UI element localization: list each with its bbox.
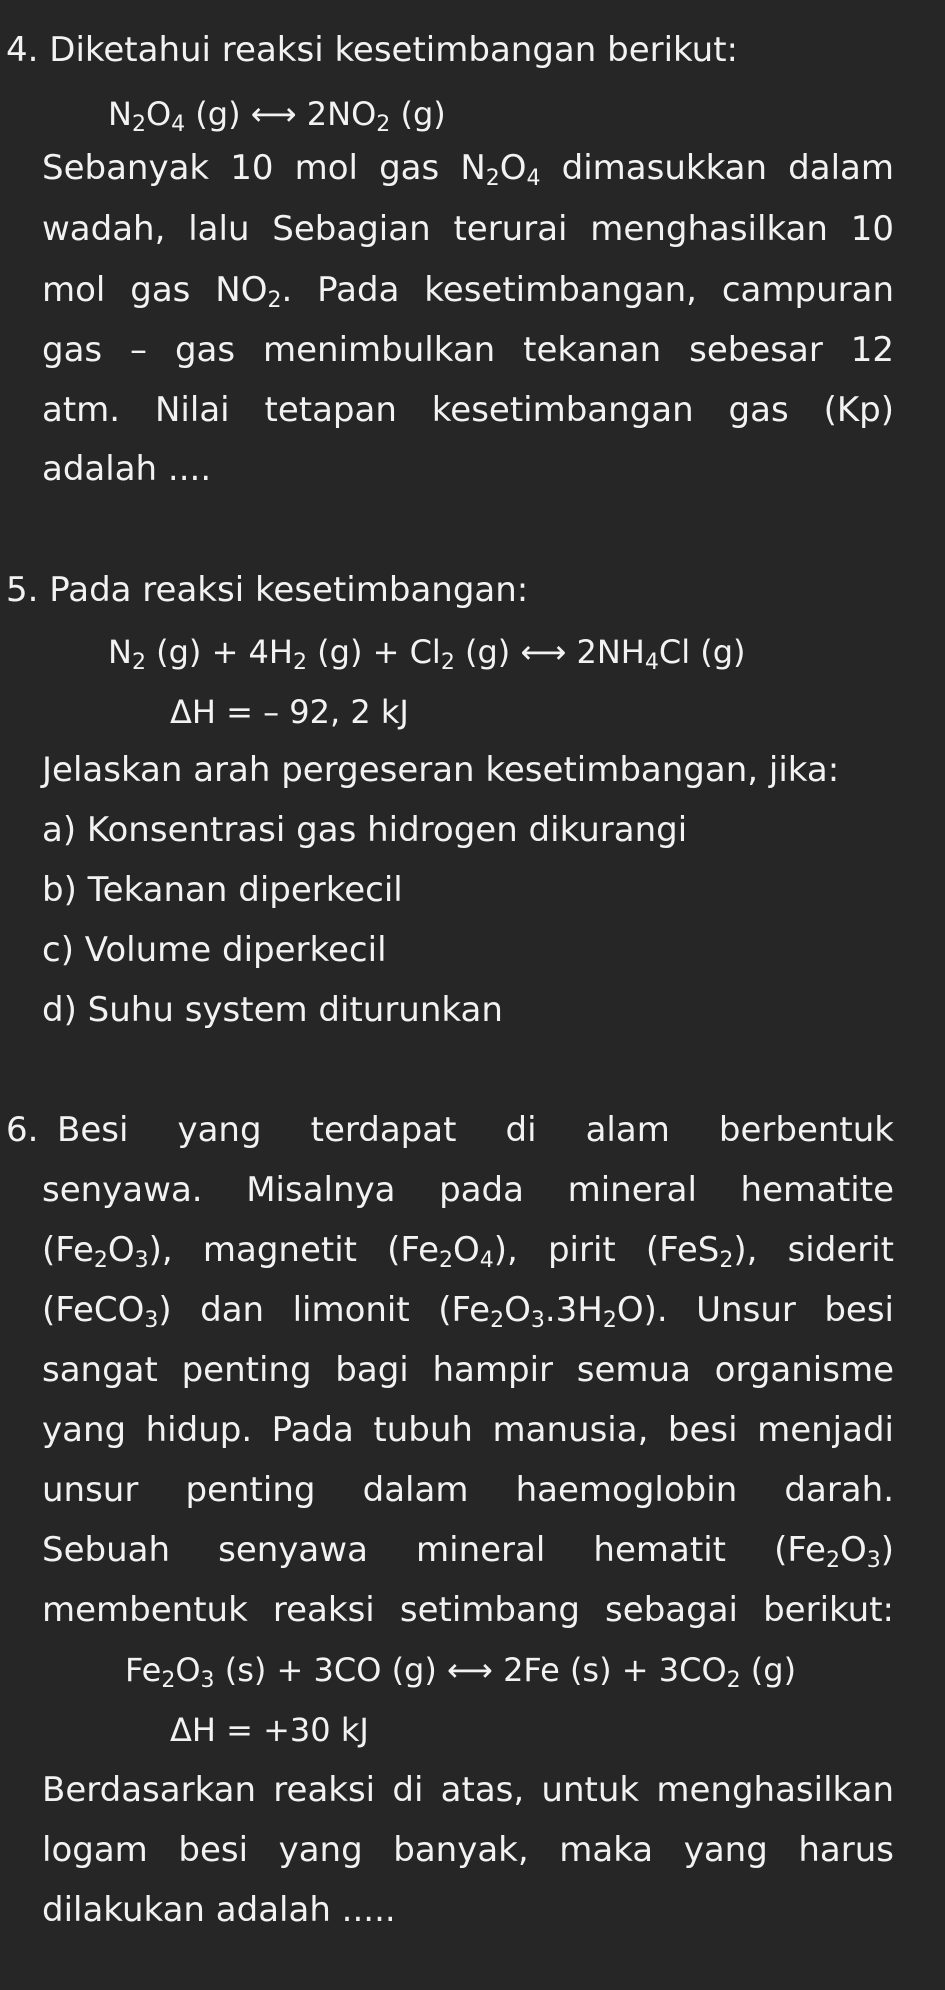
equilibrium-arrow-icon: ⟷ — [447, 1651, 493, 1689]
list-item: a) Konsentrasi gas hidrogen dikurangi — [42, 810, 688, 850]
reaction-equation: $Fe_2O_3$ (s) + 3CO (g) ⟷ 2Fe $(s) + 3CO_2$ (g) — [125, 1651, 797, 1693]
paragraph-line: membentuk reaksi setimbang sebagai berikut: — [42, 1590, 894, 1630]
question-prompt: Jelaskan arah pergeseran kesetimbangan, jika: — [42, 750, 840, 790]
paragraph-line: Berdasarkan reaksi di atas, untuk menghasilkan — [42, 1770, 894, 1810]
question-heading-text: Diketahui reaksi kesetimbangan berikut: — [49, 30, 739, 70]
paragraph-line: mol gas $NO_2$. Pada kesetimbangan, campuran — [42, 270, 895, 313]
equilibrium-arrow-icon: ⟷ — [520, 633, 567, 671]
question-number: 6. — [6, 1110, 39, 1150]
paragraph-line: wadah, lalu Sebagian terurai menghasilkan 10 — [42, 209, 894, 249]
paragraph-line: Besi yang terdapat di alam berbentuk — [57, 1110, 894, 1150]
paragraph-line: Sebanyak 10 mol gas $N_2O_4$ dimasukkan dalam — [42, 148, 894, 191]
paragraph-line: sangat penting bagi hampir semua organisme — [42, 1350, 894, 1390]
list-item: c) Volume diperkecil — [42, 930, 387, 970]
paragraph-line: atm. Nilai tetapan kesetimbangan gas (Kp) — [42, 390, 894, 430]
enthalpy-value: ΔH = +30 kJ — [170, 1711, 369, 1749]
paragraph-line: gas – gas menimbulkan tekanan sebesar 12 — [42, 330, 894, 370]
reaction-equation: $N_2O_4$ (g) ⟷ $2NO_2$ (g) — [108, 95, 446, 137]
equilibrium-arrow-icon: ⟷ — [250, 95, 297, 133]
question-number: 5. — [6, 570, 39, 610]
paragraph-line: (FeCO$_3$) dan limonit $(Fe_2O_3.3H_2O)$. Unsur besi — [42, 1290, 894, 1333]
reaction-equation: $N_2$ $(g) + 4H_2$ $(g) + Cl_2$ (g) ⟷ $2NH_4Cl$ (g) — [108, 633, 746, 675]
paragraph-line: adalah .... — [42, 449, 212, 489]
list-item: d) Suhu system diturunkan — [42, 990, 503, 1030]
question-5-heading — [6, 568, 528, 612]
paragraph-line: $(Fe_2O_3)$, magnetit $(Fe_2O_4)$, pirit (FeS$_2$), siderit — [42, 1230, 895, 1273]
question-number: 4. — [6, 30, 39, 70]
paragraph-line: unsur penting dalam haemoglobin darah. — [42, 1470, 894, 1510]
paragraph-line: Sebuah senyawa mineral hematit $(Fe_2O_3)$ — [42, 1530, 894, 1573]
question-heading-text: Pada reaksi kesetimbangan: — [49, 570, 529, 610]
enthalpy-value: ΔH = – 92, 2 kJ — [170, 693, 409, 731]
paragraph-line: senyawa. Misalnya pada mineral hematite — [42, 1170, 894, 1210]
paragraph-line: yang hidup. Pada tubuh manusia, besi menjadi — [42, 1410, 894, 1450]
list-item: b) Tekanan diperkecil — [42, 870, 403, 910]
paragraph-line: logam besi yang banyak, maka yang harus — [42, 1830, 894, 1870]
paragraph-line: dilakukan adalah ..... — [42, 1890, 396, 1930]
question-4-heading — [6, 28, 738, 72]
